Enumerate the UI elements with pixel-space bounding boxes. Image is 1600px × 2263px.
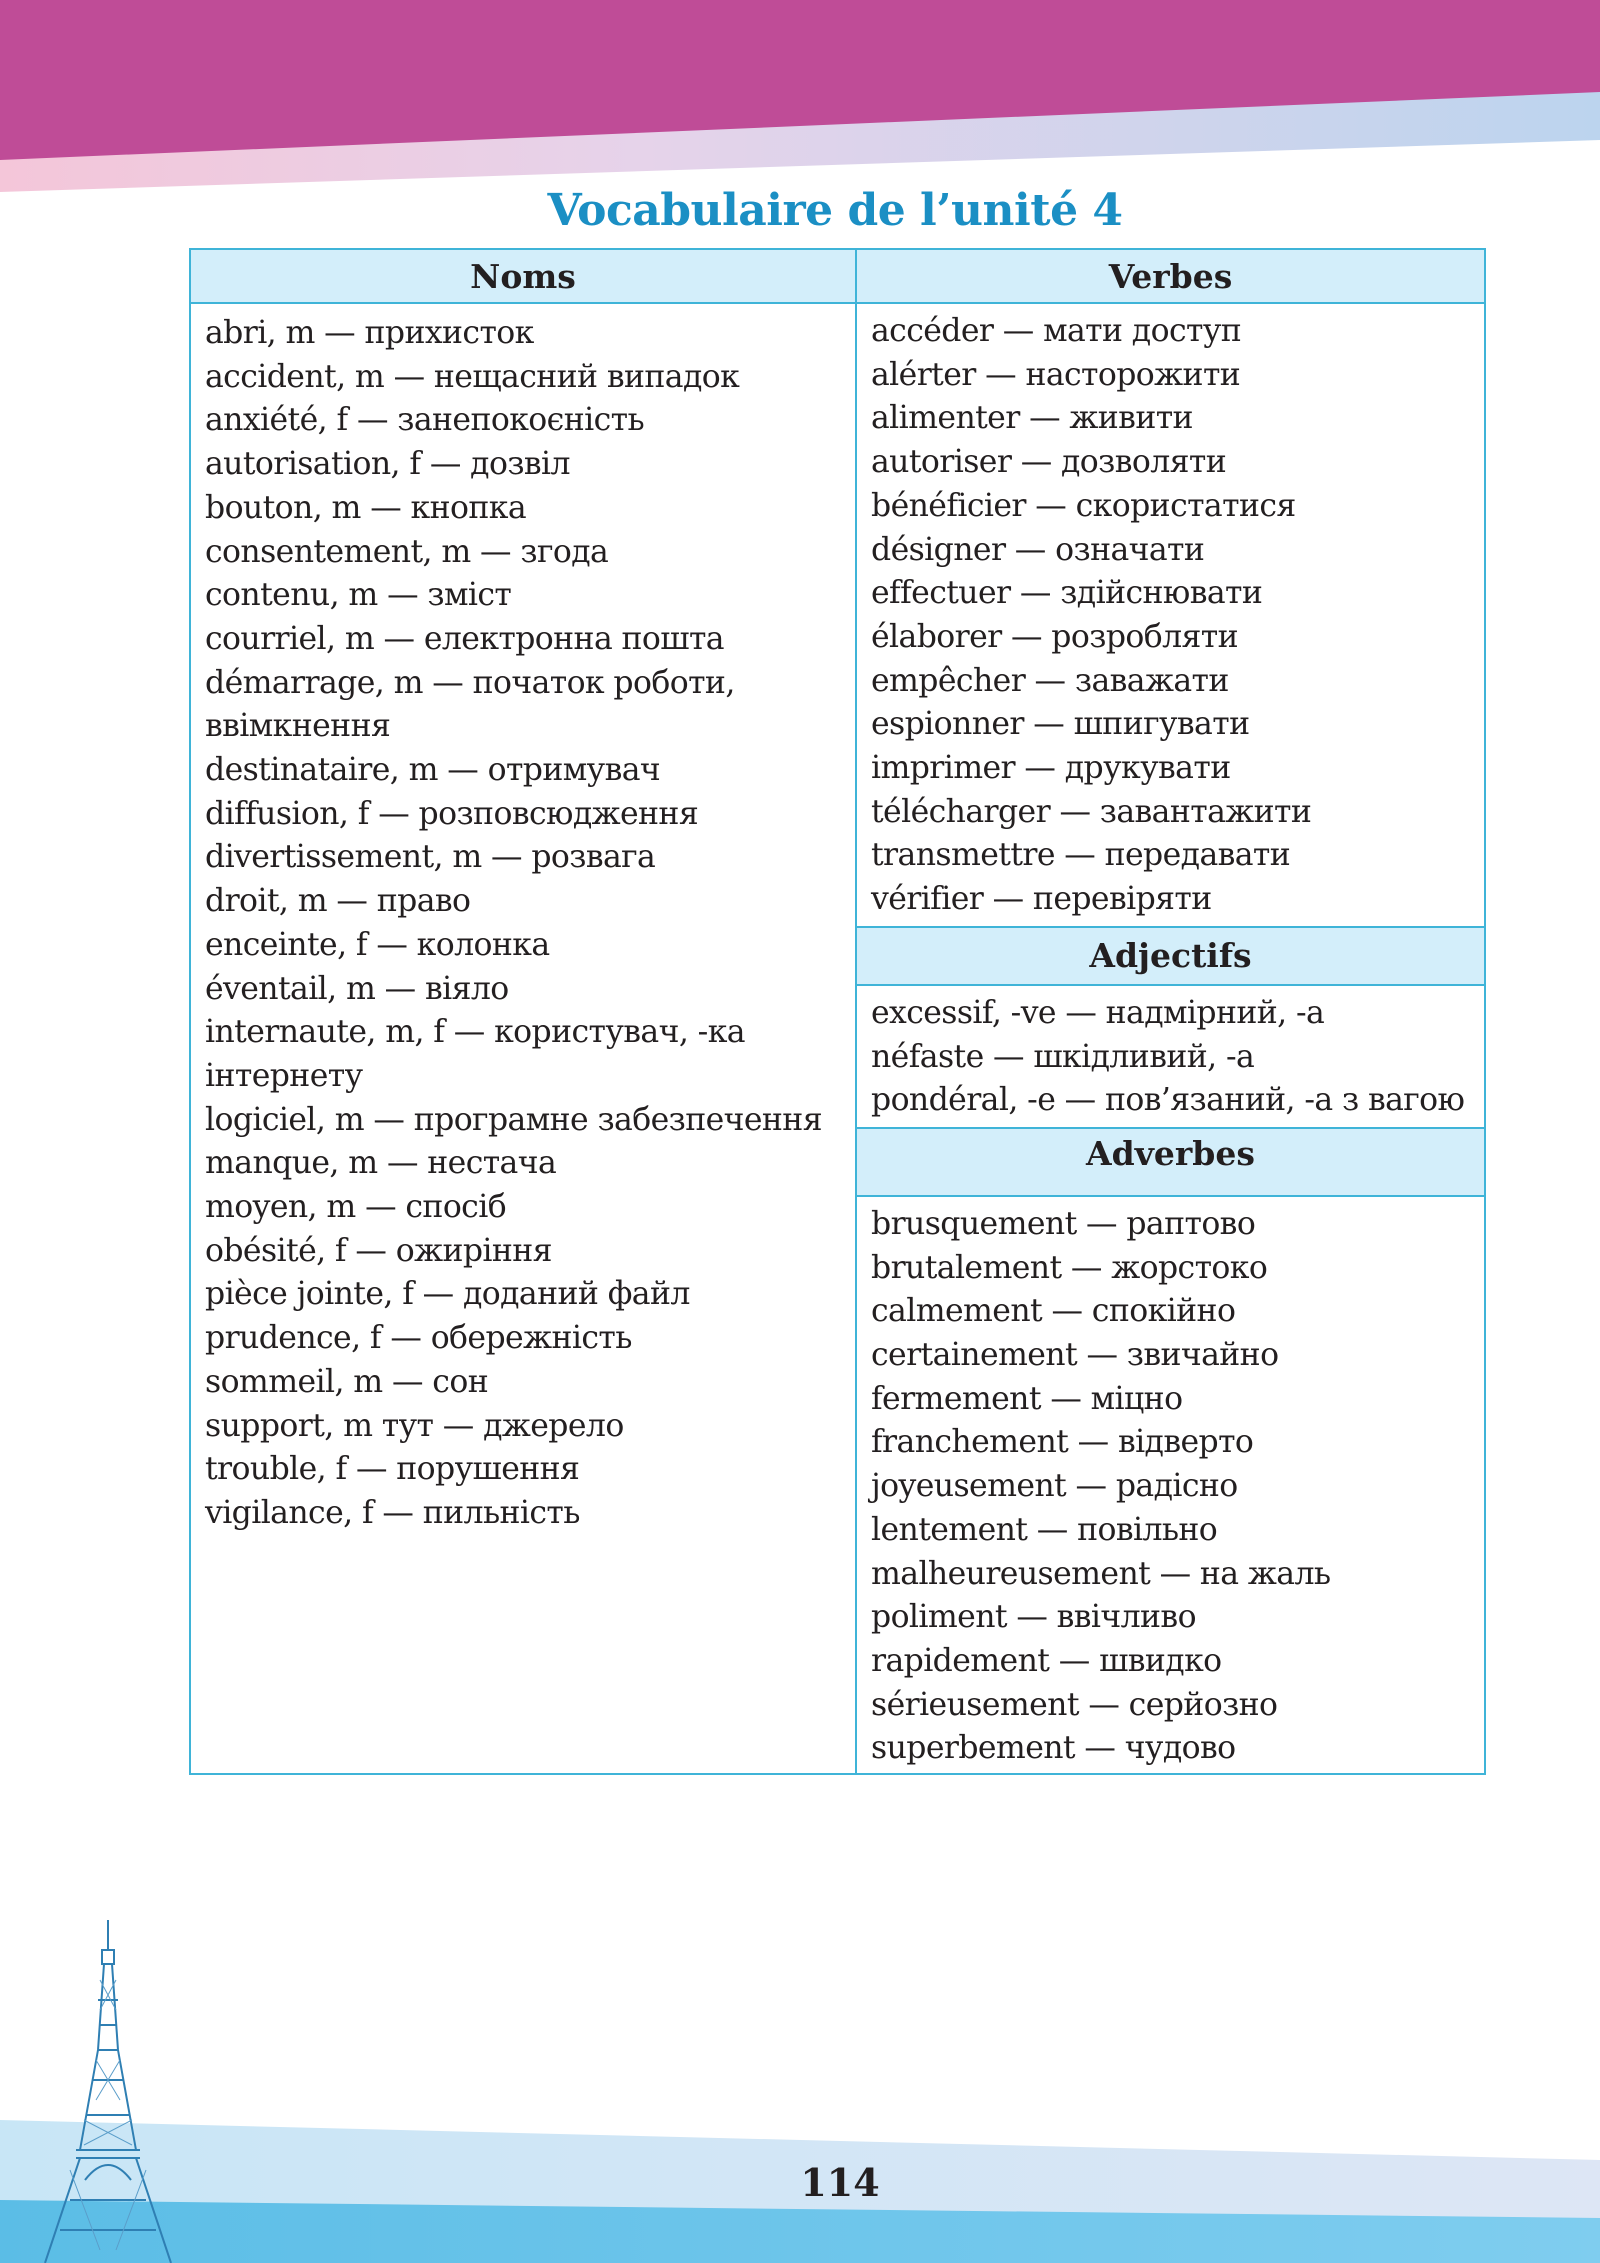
verbes-entry: transmettre — передавати bbox=[871, 837, 1291, 874]
noms-entry: sommeil, m — сон bbox=[205, 1363, 489, 1400]
noms-entry: enceinte, f — колонка bbox=[205, 926, 550, 963]
noms-entry: autorisation, f — дозвіл bbox=[205, 446, 570, 483]
adjectifs-entry: excessif, -ve — надмірний, -а bbox=[871, 994, 1325, 1031]
eiffel-tower-icon bbox=[40, 1920, 190, 2263]
verbes-entry: empêcher — заважати bbox=[871, 662, 1229, 699]
verbes-entry: imprimer — друкувати bbox=[871, 750, 1231, 787]
adjectifs-header: Adjectifs bbox=[857, 926, 1484, 986]
noms-entry: droit, m — право bbox=[205, 883, 471, 920]
noms-entry: contenu, m — зміст bbox=[205, 577, 512, 614]
noms-entry: divertissement, m — розвага bbox=[205, 839, 656, 876]
noms-entry: destinataire, m — отримувач bbox=[205, 752, 661, 789]
noms-entry: courriel, m — електронна пошта bbox=[205, 620, 724, 657]
noms-entry: trouble, f — порушення bbox=[205, 1451, 580, 1488]
verbes-entry: alimenter — живити bbox=[871, 400, 1193, 437]
adverbes-entry: brusquement — раптово bbox=[871, 1205, 1256, 1242]
noms-entry: moyen, m — спосіб bbox=[205, 1189, 507, 1226]
verbes-entry: bénéficier — скористатися bbox=[871, 487, 1296, 524]
adverbes-entry: joyeusement — радісно bbox=[871, 1468, 1238, 1505]
adverbes-header: Adverbes bbox=[857, 1127, 1484, 1197]
noms-entry: pièce jointe, f — доданий файл bbox=[205, 1276, 690, 1313]
right-column bbox=[856, 303, 1485, 1774]
noms-list bbox=[190, 303, 856, 1774]
noms-entry: anxiété, f — занепокоєність bbox=[205, 402, 644, 439]
verbes-entry: effectuer — здійснювати bbox=[871, 575, 1263, 612]
verbes-entry: télécharger — завантажити bbox=[871, 793, 1312, 830]
adverbes-entry: superbement — чудово bbox=[871, 1730, 1236, 1767]
noms-entry: diffusion, f — розповсюдження bbox=[205, 795, 699, 832]
verbes-entry: désigner — означати bbox=[871, 531, 1205, 568]
header-banner bbox=[0, 0, 1600, 200]
noms-entry: internaute, m, f — користувач, -ка інтернету bbox=[205, 1014, 745, 1094]
noms-entry: éventail, m — віяло bbox=[205, 970, 509, 1007]
verbes-entry: alérter — насторожити bbox=[871, 356, 1241, 393]
noms-entry: abri, m — прихисток bbox=[205, 315, 534, 351]
noms-entry: bouton, m — кнопка bbox=[205, 489, 527, 526]
verbes-entry: accéder — мати доступ bbox=[871, 313, 1242, 349]
adverbes-entry: calmement — спокійно bbox=[871, 1293, 1236, 1330]
noms-entry: obésité, f — ожиріння bbox=[205, 1232, 552, 1269]
verbes-entry: élaborer — розробляти bbox=[871, 618, 1239, 655]
adverbes-entry: franchement — відверто bbox=[871, 1424, 1254, 1461]
page-number: 114 bbox=[800, 2160, 880, 2205]
adverbes-entry: lentement — повільно bbox=[871, 1511, 1218, 1548]
verbes-list bbox=[857, 304, 1484, 926]
verbes-entry: autoriser — дозволяти bbox=[871, 444, 1227, 481]
noms-entry: consentement, m — згода bbox=[205, 533, 609, 570]
noms-entry: manque, m — нестача bbox=[205, 1145, 557, 1182]
adverbes-list bbox=[857, 1197, 1484, 1773]
adverbes-entry: brutalement — жорстоко bbox=[871, 1249, 1268, 1286]
adverbes-entry: rapidement — швидко bbox=[871, 1642, 1222, 1679]
page-title: Vocabulaire de l’unité 4 bbox=[547, 185, 1123, 236]
verbes-entry: vérifier — перевіряти bbox=[871, 881, 1212, 918]
noms-entry: support, m тут — джерело bbox=[205, 1407, 624, 1444]
adjectifs-list bbox=[857, 986, 1484, 1127]
noms-entry: logiciel, m — програмне забезпечення bbox=[205, 1101, 822, 1138]
adverbes-entry: certainement — звичайно bbox=[871, 1337, 1279, 1374]
noms-header: Noms bbox=[190, 249, 856, 303]
adverbes-entry: malheureusement — на жаль bbox=[871, 1555, 1331, 1592]
adverbes-entry: poliment — ввічливо bbox=[871, 1599, 1196, 1636]
verbes-header: Verbes bbox=[856, 249, 1485, 303]
noms-entry: prudence, f — обережність bbox=[205, 1320, 632, 1357]
adjectifs-entry: néfaste — шкідливий, -а bbox=[871, 1038, 1255, 1075]
adverbes-entry: sérieusement — серйозно bbox=[871, 1686, 1278, 1723]
noms-entry: vigilance, f — пильність bbox=[205, 1494, 580, 1531]
adjectifs-entry: pondéral, -e — пов’язаний, -а з вагою bbox=[871, 1082, 1465, 1119]
noms-entry: démarrage, m — початок роботи, ввімкнення bbox=[205, 664, 735, 745]
vocabulary-table bbox=[189, 248, 1486, 1775]
adverbes-entry: fermement — міцно bbox=[871, 1380, 1183, 1417]
noms-entry: accident, m — нещасний випадок bbox=[205, 358, 740, 395]
verbes-entry: espionner — шпигувати bbox=[871, 706, 1250, 743]
